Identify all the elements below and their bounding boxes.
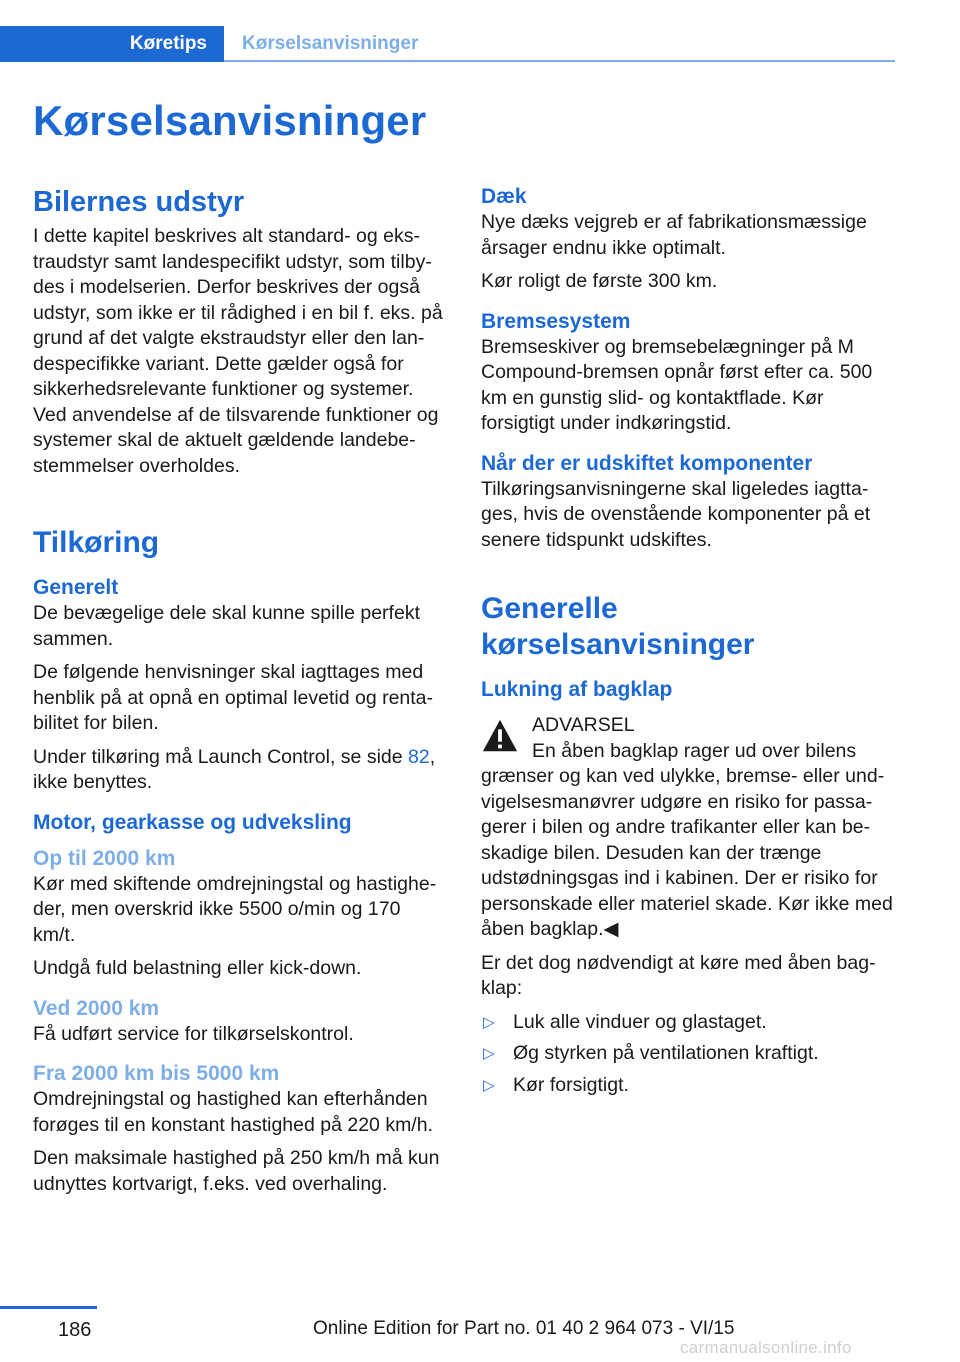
paragraph: Få udført service for tilkørselskontrol. <box>33 1022 354 1045</box>
left-column <box>33 184 448 1205</box>
section-heading-bilernes-udstyr: Bilernes udstyr <box>33 186 245 218</box>
warning-triangle-icon <box>481 717 519 755</box>
list-item-text: Øg styrken på ventilationen kraftigt. <box>513 1042 819 1064</box>
page-title: Kørselsanvisninger <box>33 97 427 144</box>
text: , ikke benyttes. <box>33 745 436 793</box>
paragraph: De bevægelige dele skal kunne spille perfekt sammen. <box>33 602 420 650</box>
bullet-list <box>481 1010 896 1099</box>
triangle-bullet-icon: ▷ <box>483 1076 495 1094</box>
paragraph: I dette kapitel beskrives alt standard- og ekstraudstyr samt landespecifikt udstyr, som tilbydes i modelserien. Derfor beskrives der også udstyr, som ikke er til rådighed i en bil f. eks. på grund af det valgte ekstraudstyr eller den landespecifikke variant. Dette gælder også for sikkerhedsrelevante funktioner og systemer. Ved anvendelse af de tilsvarende funktioner og systemer skal de aktuelt gældende landebestemmelser overholdes. <box>33 225 443 477</box>
triangle-bullet-icon: ▷ <box>483 1013 495 1031</box>
list-item-text: Kør forsigtigt. <box>513 1073 629 1096</box>
subheading-fra-2000: Fra 2000 km bis 5000 km <box>33 1062 280 1085</box>
subheading-ved-2000: Ved 2000 km <box>33 996 160 1020</box>
paragraph: Den maksimale hastighed på 250 km/h må kun udnyttes kortvarigt, f.eks. ved overhaling. <box>33 1147 440 1195</box>
paragraph: Omdrejningstal og hastighed kan efterhånden forøges til en konstant hastighed på 220 km/h. <box>33 1088 433 1136</box>
paragraph-launch-control <box>33 745 448 796</box>
warning-title: ADVARSEL <box>532 714 635 736</box>
text: Under tilkøring må Launch Control, se side <box>33 745 409 768</box>
subheading-bremsesystem: Bremsesystem <box>481 309 631 333</box>
list-item <box>481 1041 896 1067</box>
paragraph: Bremseskiver og bremsebelægninger på M Compound-bremsen opnår først efter ca. 500 km en gunstig slid- og kontaktflade. Kør forsigtigt under indkøringstid. <box>481 335 873 434</box>
edition-text: Online Edition for Part no. 01 40 2 964 073 - VI/15 <box>313 1318 735 1339</box>
triangle-bullet-icon: ▷ <box>483 1045 495 1062</box>
paragraph: Nye dæks vejgreb er af fabrikationsmæssige årsager endnu ikke optimalt. <box>481 211 867 259</box>
right-column <box>481 184 896 1104</box>
paragraph: Tilkøringsanvisningerne skal ligeledes iagttages, hvis de ovenstående komponenter på et senere tidspunkt udskiftes. <box>481 477 871 551</box>
section-heading-tilkoering: Tilkøring <box>33 526 160 559</box>
paragraph: Kør med skiftende omdrejningstal og hastigheder, men overskrid ikke 5500 o/min og 170 km/t. <box>33 872 437 946</box>
subheading-generelt: Generelt <box>33 576 119 599</box>
page-link-82[interactable]: 82 <box>408 745 430 768</box>
footer-rule <box>0 1306 97 1309</box>
paragraph: De følgende henvisninger skal iagttages med henblik på at opnå en optimal levetid og rentabilitet for bilen. <box>33 661 434 734</box>
paragraph: Undgå fuld belastning eller kick-down. <box>33 957 362 979</box>
list-item-text: Luk alle vinduer og glastaget. <box>513 1010 767 1033</box>
warning-text: En åben bagklap rager ud over bilens grænser og kan ved ulykke, bremse- eller undvigelsesmanøvrer udgøre en risiko for passagerer i bilen og andre trafikanter eller kan beskadige bilen. Desuden kan der trænge udstødningsgas ind i kabinen. Der er risiko for personskade eller materiel skade. Kør ikke med åben bagklap.◀ <box>481 739 893 940</box>
tab-koerselsanvisninger[interactable]: Kørselsanvisninger <box>242 33 419 54</box>
subheading-motor: Motor, gearkasse og udveksling <box>33 810 352 834</box>
list-item <box>481 1010 896 1036</box>
paragraph: Er det dog nødvendigt at køre med åben bagklap: <box>481 951 876 999</box>
subheading-daek: Dæk <box>481 185 527 208</box>
tab-koeretips[interactable]: Køretips <box>0 26 224 62</box>
section-heading-generelle: Generelle kørselsanvisninger <box>481 592 755 661</box>
paragraph: Kør roligt de første 300 km. <box>481 270 718 292</box>
watermark: carmanualsonline.info <box>680 1338 852 1357</box>
page-number: 186 <box>58 1319 92 1341</box>
subheading-lukning-af-bagklap: Lukning af bagklap <box>481 678 673 701</box>
header-divider <box>224 60 895 62</box>
list-item <box>481 1073 896 1099</box>
warning-block <box>481 713 896 739</box>
subheading-op-til-2000: Op til 2000 km <box>33 846 176 870</box>
subheading-udskiftet-komponenter: Når der er udskiftet komponenter <box>481 451 813 475</box>
